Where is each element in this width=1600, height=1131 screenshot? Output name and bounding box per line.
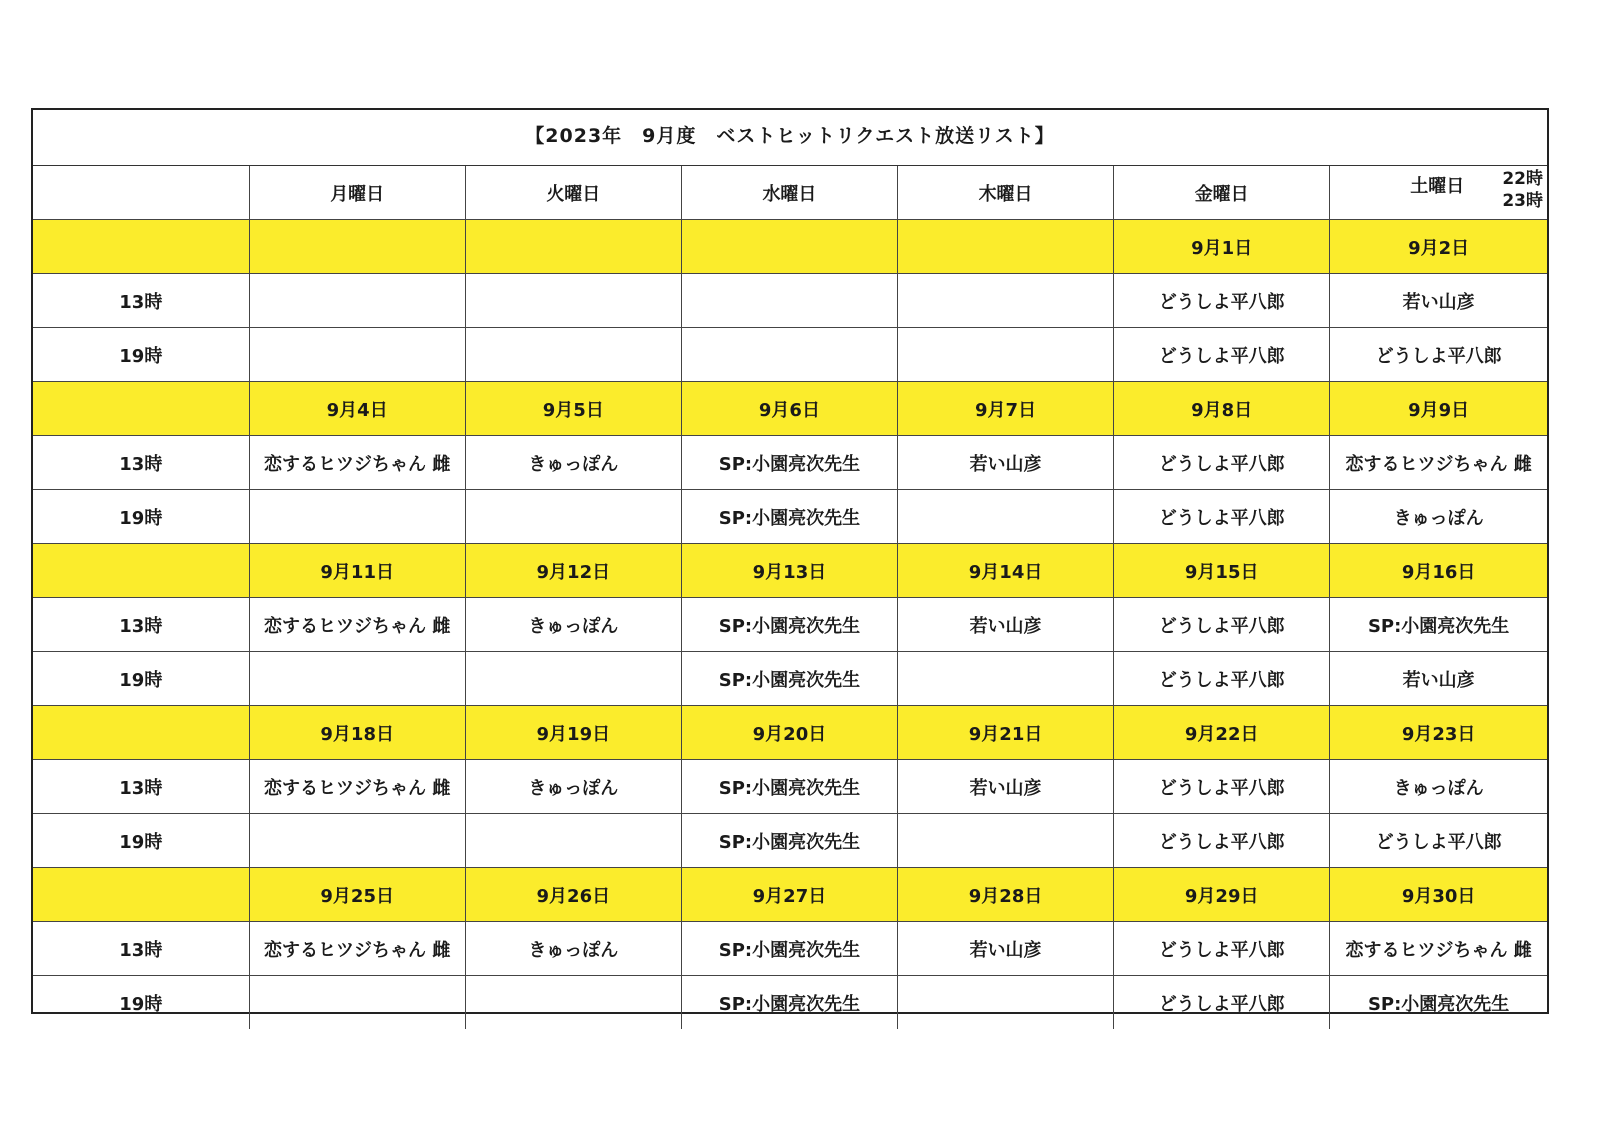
program-cell-tue: きゅっぽん [465,598,681,652]
time-slot-row [33,436,1547,490]
saturday-time-23: 23時 [1502,191,1543,211]
date-row-label-cell [33,706,249,760]
program-cell-mon [249,652,465,706]
date-cell-fri: 9月29日 [1114,868,1330,922]
date-cell-thu: 9月21日 [898,706,1114,760]
date-cell-thu: 9月14日 [898,544,1114,598]
date-row [33,706,1547,760]
saturday-time-22: 22時 [1502,169,1543,189]
program-cell-tue [465,490,681,544]
program-cell-fri: どうしよ平八郎 [1114,490,1330,544]
date-row-label-cell [33,544,249,598]
program-cell-mon [249,976,465,1030]
program-cell-sat: SP:小園亮次先生 [1330,976,1547,1030]
program-cell-thu: 若い山彦 [898,922,1114,976]
program-cell-wed: SP:小園亮次先生 [681,760,897,814]
date-row [33,868,1547,922]
date-cell-wed: 9月13日 [681,544,897,598]
date-cell-sat: 9月23日 [1330,706,1547,760]
program-cell-mon: 恋するヒツジちゃん 雌 [249,436,465,490]
date-cell-fri: 9月15日 [1114,544,1330,598]
program-cell-fri: どうしよ平八郎 [1114,976,1330,1030]
program-cell-sat: 若い山彦 [1330,652,1547,706]
program-cell-thu [898,490,1114,544]
time-label-cell: 19時 [33,490,249,544]
date-cell-sat: 9月30日 [1330,868,1547,922]
date-row-label-cell [33,868,249,922]
date-row-label-cell [33,382,249,436]
program-cell-mon: 恋するヒツジちゃん 雌 [249,760,465,814]
program-cell-fri: どうしよ平八郎 [1114,652,1330,706]
date-cell-tue: 9月19日 [465,706,681,760]
program-cell-fri: どうしよ平八郎 [1114,760,1330,814]
program-cell-wed [681,274,897,328]
time-label-cell: 13時 [33,922,249,976]
program-cell-tue: きゅっぽん [465,922,681,976]
page-title: 【2023年 9月度 ベストヒットリクエスト放送リスト】 [33,110,1547,166]
header-friday: 金曜日 [1114,166,1330,220]
program-cell-sat: きゅっぽん [1330,490,1547,544]
date-cell-fri: 9月1日 [1114,220,1330,274]
date-cell-tue: 9月5日 [465,382,681,436]
program-cell-sat: 恋するヒツジちゃん 雌 [1330,922,1547,976]
program-cell-mon [249,814,465,868]
time-label-cell: 19時 [33,976,249,1030]
date-row-label-cell [33,220,249,274]
time-slot-row [33,976,1547,1030]
program-cell-tue: きゅっぽん [465,436,681,490]
program-cell-thu [898,814,1114,868]
schedule-table [33,166,1547,1029]
header-tuesday: 火曜日 [465,166,681,220]
program-cell-fri: どうしよ平八郎 [1114,598,1330,652]
program-cell-tue: きゅっぽん [465,760,681,814]
date-cell-mon: 9月11日 [249,544,465,598]
program-cell-thu [898,328,1114,382]
saturday-label: 土曜日 [1410,176,1465,197]
program-cell-wed: SP:小園亮次先生 [681,598,897,652]
header-thursday: 木曜日 [898,166,1114,220]
header-row [33,166,1547,220]
program-cell-thu: 若い山彦 [898,598,1114,652]
program-cell-tue [465,652,681,706]
header-saturday [1330,166,1547,220]
time-label-cell: 19時 [33,328,249,382]
date-cell-mon: 9月25日 [249,868,465,922]
program-cell-wed [681,328,897,382]
date-cell-fri: 9月8日 [1114,382,1330,436]
date-row [33,544,1547,598]
time-slot-row [33,490,1547,544]
time-slot-row [33,814,1547,868]
time-slot-row [33,922,1547,976]
time-slot-row [33,652,1547,706]
header-corner-cell [33,166,249,220]
date-cell-tue [465,220,681,274]
date-cell-thu: 9月7日 [898,382,1114,436]
program-cell-tue [465,814,681,868]
date-cell-thu [898,220,1114,274]
time-label-cell: 19時 [33,652,249,706]
program-cell-sat: SP:小園亮次先生 [1330,598,1547,652]
program-cell-sat: 若い山彦 [1330,274,1547,328]
program-cell-tue [465,274,681,328]
date-row [33,382,1547,436]
program-cell-fri: どうしよ平八郎 [1114,814,1330,868]
program-cell-sat: どうしよ平八郎 [1330,814,1547,868]
header-monday: 月曜日 [249,166,465,220]
time-label-cell: 13時 [33,274,249,328]
program-cell-sat: きゅっぽん [1330,760,1547,814]
date-cell-wed [681,220,897,274]
program-cell-wed: SP:小園亮次先生 [681,814,897,868]
program-cell-wed: SP:小園亮次先生 [681,922,897,976]
time-slot-row [33,760,1547,814]
program-cell-fri: どうしよ平八郎 [1114,436,1330,490]
date-cell-wed: 9月27日 [681,868,897,922]
date-cell-tue: 9月12日 [465,544,681,598]
time-slot-row [33,598,1547,652]
date-cell-wed: 9月20日 [681,706,897,760]
program-cell-wed: SP:小園亮次先生 [681,490,897,544]
date-cell-wed: 9月6日 [681,382,897,436]
program-cell-mon [249,274,465,328]
program-cell-sat: どうしよ平八郎 [1330,328,1547,382]
time-label-cell: 13時 [33,598,249,652]
date-cell-sat: 9月2日 [1330,220,1547,274]
time-label-cell: 13時 [33,436,249,490]
program-cell-wed: SP:小園亮次先生 [681,436,897,490]
date-row [33,220,1547,274]
time-label-cell: 19時 [33,814,249,868]
program-cell-thu [898,652,1114,706]
time-slot-row [33,274,1547,328]
program-cell-fri: どうしよ平八郎 [1114,328,1330,382]
program-cell-thu: 若い山彦 [898,436,1114,490]
date-cell-fri: 9月22日 [1114,706,1330,760]
program-cell-thu [898,274,1114,328]
program-cell-mon: 恋するヒツジちゃん 雌 [249,922,465,976]
program-cell-mon [249,328,465,382]
date-cell-mon [249,220,465,274]
program-cell-mon [249,490,465,544]
date-cell-mon: 9月18日 [249,706,465,760]
program-cell-sat: 恋するヒツジちゃん 雌 [1330,436,1547,490]
program-cell-thu [898,976,1114,1030]
program-cell-tue [465,328,681,382]
program-cell-fri: どうしよ平八郎 [1114,274,1330,328]
schedule-sheet [31,108,1549,1014]
program-cell-mon: 恋するヒツジちゃん 雌 [249,598,465,652]
date-cell-thu: 9月28日 [898,868,1114,922]
date-cell-sat: 9月16日 [1330,544,1547,598]
program-cell-fri: どうしよ平八郎 [1114,922,1330,976]
program-cell-wed: SP:小園亮次先生 [681,976,897,1030]
date-cell-mon: 9月4日 [249,382,465,436]
program-cell-tue [465,976,681,1030]
date-cell-sat: 9月9日 [1330,382,1547,436]
time-slot-row [33,328,1547,382]
date-cell-tue: 9月26日 [465,868,681,922]
time-label-cell: 13時 [33,760,249,814]
saturday-times [1502,168,1543,212]
program-cell-thu: 若い山彦 [898,760,1114,814]
header-wednesday: 水曜日 [681,166,897,220]
program-cell-wed: SP:小園亮次先生 [681,652,897,706]
